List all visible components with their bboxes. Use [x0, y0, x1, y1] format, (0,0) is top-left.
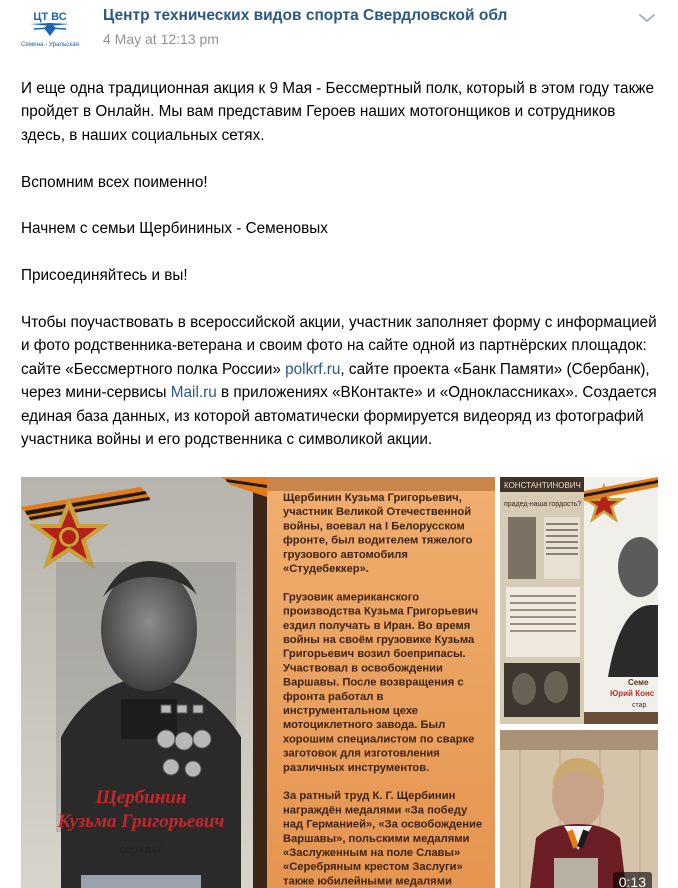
chevron-down-icon — [636, 10, 658, 26]
video-attachment[interactable] — [500, 730, 658, 888]
logo-caption: Cемена - Уральская — [20, 41, 80, 48]
post-text — [21, 77, 661, 475]
community-avatar[interactable] — [20, 6, 80, 50]
veteran-name-line1: Щербинин — [95, 787, 187, 808]
bio-line: Варшавы. После возвращения с — [283, 676, 464, 689]
logo-text: ЦТ ВС — [33, 11, 67, 23]
community-logo-icon — [20, 6, 80, 50]
post-text-span: Чтобы поучаствовать в всероссийской акции, участник заполняет форму с информацией и фото родственника-ветерана и своим фото на сайте одной из партнёрских площадок: сайте «Бессмертного полка России» — [21, 314, 657, 378]
bio-line: различных инструментов. — [283, 761, 430, 774]
board-name1: Семе — [628, 678, 649, 687]
bio-line: Варшавы», польскими медалями — [283, 832, 470, 845]
board-header-text: КОНСТАНТИНОВИЧ — [504, 481, 581, 490]
bio-line: фронта работал в — [283, 690, 384, 703]
veteran-rank: сержант — [119, 844, 163, 856]
bio-line: «Серебряным крестом Заслуги» — [283, 861, 463, 874]
bio-line: мотоциклетного завода. Был — [283, 719, 446, 732]
post-paragraph: Вспомним всех поименно! — [21, 173, 208, 191]
memorial-card-image — [21, 477, 495, 888]
post-paragraph: Начнем с семьи Щербининых - Семеновых — [21, 220, 328, 238]
bio-line: ездил получать в Иран. Во время — [283, 619, 471, 632]
post-paragraph: И еще одна традиционная акция к 9 Мая - Бессмертный полк, который в этом году также пройдет в Онлайн. Мы вам представим Героев наших мотогонщиков и сотрудников здесь, в наших социальных сетях. — [21, 80, 654, 144]
board-question: прадед-наша гордость? — [504, 501, 582, 508]
bio-line: «Заслуженным на поле Славы» — [283, 847, 461, 859]
photo-attachment-main[interactable] — [21, 477, 495, 888]
bio-line: Участвовал в освобождении — [283, 662, 443, 675]
bio-line: инструментальном цехе — [283, 705, 418, 717]
board-name2: Юрий Конс — [610, 689, 655, 698]
bio-line: хорошим специалистом по сварке — [283, 733, 475, 746]
bio-line: производства Кузьма Григорьевич — [283, 605, 478, 618]
memorial-board-image — [500, 477, 658, 724]
post-text-span: , сайте проекта «Банк Памяти» (Сбербанк), через мини-сервисы — [21, 360, 650, 402]
veteran-name-line2: Кузьма Григорьевич — [57, 811, 225, 832]
bio-line: «Студебеккер». — [283, 563, 369, 575]
bio-line: войны на своём грузовике Кузьма — [283, 634, 475, 646]
post-text-span: в приложениях «ВКонтакте» и «Одноклассниках». Создается единая база данных, из которой автоматически формируется видеоряд из фотографий участника войны и его родственника с символикой акции. — [21, 384, 657, 449]
bio-line: грузового автомобиля — [283, 548, 408, 561]
post-paragraph — [21, 311, 661, 451]
polkrf-link[interactable]: polkrf.ru — [285, 360, 341, 378]
bio-line: также юбилейными медалями — [283, 875, 452, 888]
bio-line: войны, воевал на I Белорусском — [283, 520, 465, 533]
bio-line: фронте, был водителем тяжелого — [283, 534, 473, 547]
post-date-link[interactable]: 4 May at 12:13 pm — [103, 31, 219, 47]
mailru-link[interactable]: Mail.ru — [170, 384, 217, 402]
video-thumbnail — [500, 730, 658, 888]
bio-line: За ратный труд К. Г. Щербинин — [283, 790, 456, 803]
bio-line: заготовок для изготовления — [283, 747, 440, 760]
bio-line: участник Великой Отечественной — [283, 506, 472, 519]
bio-line: Щербинин Кузьма Григорьевич, — [283, 492, 462, 504]
photo-attachment-2[interactable] — [500, 477, 658, 724]
video-duration: 0:13 — [613, 872, 652, 888]
post-paragraph: Присоединяйтесь и вы! — [21, 267, 188, 285]
bio-line: над Германией», «За освобождение — [283, 818, 483, 831]
board-rank: стар — [632, 702, 647, 709]
post-menu-button[interactable] — [636, 10, 658, 26]
bio-line: Грузовик американского — [283, 591, 420, 604]
bio-line: награждён медалями «За победу — [283, 804, 468, 817]
post-header — [0, 0, 678, 62]
community-name-link[interactable]: Центр технических видов спорта Свердловской обл — [103, 7, 508, 24]
veteran-portrait — [56, 561, 241, 888]
bio-line: Григорьевич возил боеприпасы. — [283, 648, 466, 661]
